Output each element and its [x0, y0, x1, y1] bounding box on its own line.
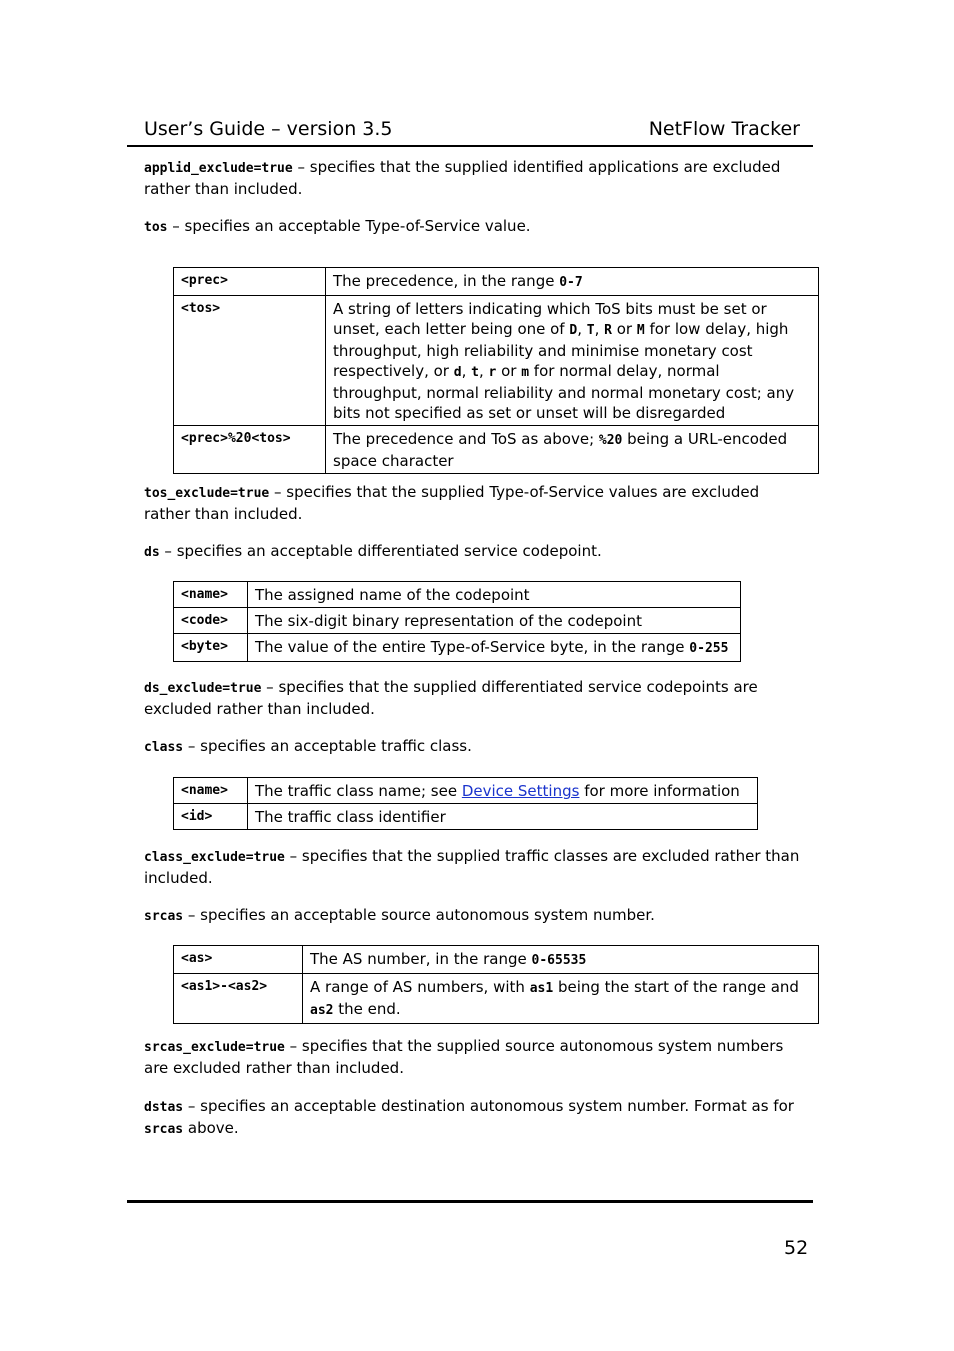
param-name: srcas_exclude=true — [144, 1040, 285, 1055]
param-description: – specifies an acceptable traffic class. — [183, 737, 472, 755]
paragraph-tos-exclude — [144, 482, 804, 524]
table-value: The six-digit binary representation of the codepoint — [248, 608, 741, 634]
table-row — [174, 974, 819, 1024]
param-name: srcas — [144, 909, 184, 924]
param-description: – specifies that the supplied differentiated service codepoints are excluded rather than included. — [144, 678, 758, 718]
param-description: – specifies an acceptable source autonomous system number. — [183, 906, 655, 924]
paragraph-srcas-exclude — [144, 1036, 804, 1078]
table-row — [174, 268, 819, 296]
paragraph-srcas — [144, 905, 804, 927]
paragraph-ds-exclude — [144, 677, 804, 719]
device-settings-link[interactable]: Device Settings — [461, 782, 580, 800]
table-key: <tos> — [174, 296, 326, 426]
table-row — [174, 296, 819, 426]
page-header — [144, 118, 800, 140]
param-name: applid_exclude=true — [144, 161, 293, 176]
table-key: <byte> — [174, 634, 248, 662]
table-value: The value of the entire Type-of-Service byte, in the range 0-255 — [248, 634, 741, 662]
table-value: The traffic class identifier — [248, 804, 758, 830]
as-table — [173, 945, 819, 1024]
table-value: The precedence, in the range 0-7 — [326, 268, 819, 296]
param-name: ds — [144, 545, 160, 560]
table-key: <as> — [174, 946, 303, 974]
header-title: User’s Guide – version 3.5 — [144, 118, 393, 140]
param-description: – specifies that the supplied traffic classes are excluded rather than included. — [144, 847, 800, 887]
param-description: – specifies that the supplied identified applications are excluded rather than included. — [144, 158, 781, 198]
table-row — [174, 946, 819, 974]
table-row — [174, 804, 758, 830]
table-value: A string of letters indicating which ToS bits must be set or unset, each letter being one of D, T, R or M for low delay, high throughput, high reliability and minimise monetary cost respectively, or d, t, r or m for normal delay, normal throughput, normal reliability and normal monetary cost; any bits not specified as set or unset will be disregarded — [326, 296, 819, 426]
paragraph-class — [144, 736, 804, 758]
table-value: The traffic class name; see Device Settings for more information — [248, 778, 758, 804]
param-name: dstas — [144, 1100, 184, 1115]
table-key: <prec>%20<tos> — [174, 426, 326, 474]
param-description: – specifies an acceptable Type-of-Service value. — [167, 217, 531, 235]
paragraph-applid-exclude — [144, 157, 804, 199]
tos-table — [173, 267, 819, 474]
page-number: 52 — [784, 1237, 809, 1259]
footer-rule — [127, 1200, 813, 1203]
table-value: A range of AS numbers, with as1 being the start of the range and as2 the end. — [303, 974, 819, 1024]
table-key: <id> — [174, 804, 248, 830]
table-row — [174, 426, 819, 474]
table-value: The assigned name of the codepoint — [248, 582, 741, 608]
paragraph-ds — [144, 541, 804, 563]
table-row — [174, 608, 741, 634]
param-description: – specifies an acceptable differentiated service codepoint. — [159, 542, 602, 560]
param-name: tos_exclude=true — [144, 486, 270, 501]
table-row — [174, 634, 741, 662]
class-table — [173, 777, 758, 830]
table-key: <as1>-<as2> — [174, 974, 303, 1024]
paragraph-class-exclude — [144, 846, 804, 888]
table-key: <name> — [174, 778, 248, 804]
param-description: – specifies that the supplied source autonomous system numbers are excluded rather than included. — [144, 1037, 784, 1077]
param-name: tos — [144, 220, 168, 235]
param-name: class_exclude=true — [144, 850, 285, 865]
param-reference: srcas — [144, 1122, 184, 1137]
table-value: The AS number, in the range 0-65535 — [303, 946, 819, 974]
table-value: The precedence and ToS as above; %20 being a URL-encoded space character — [326, 426, 819, 474]
table-row — [174, 582, 741, 608]
param-name: class — [144, 740, 184, 755]
param-description: – specifies that the supplied Type-of-Service values are excluded rather than included. — [144, 483, 760, 523]
ds-table — [173, 581, 741, 662]
paragraph-dstas: dstas – specifies an acceptable destination autonomous system number. Format as for srcas above. — [144, 1097, 794, 1137]
paragraph-tos — [144, 216, 804, 238]
table-key: <code> — [174, 608, 248, 634]
header-product: NetFlow Tracker — [648, 118, 800, 140]
param-description: – specifies an acceptable destination autonomous system number. Format as for — [183, 1097, 794, 1115]
param-name: ds_exclude=true — [144, 681, 262, 696]
table-row — [174, 778, 758, 804]
table-key: <name> — [174, 582, 248, 608]
table-key: <prec> — [174, 268, 326, 296]
header-rule — [127, 145, 813, 147]
